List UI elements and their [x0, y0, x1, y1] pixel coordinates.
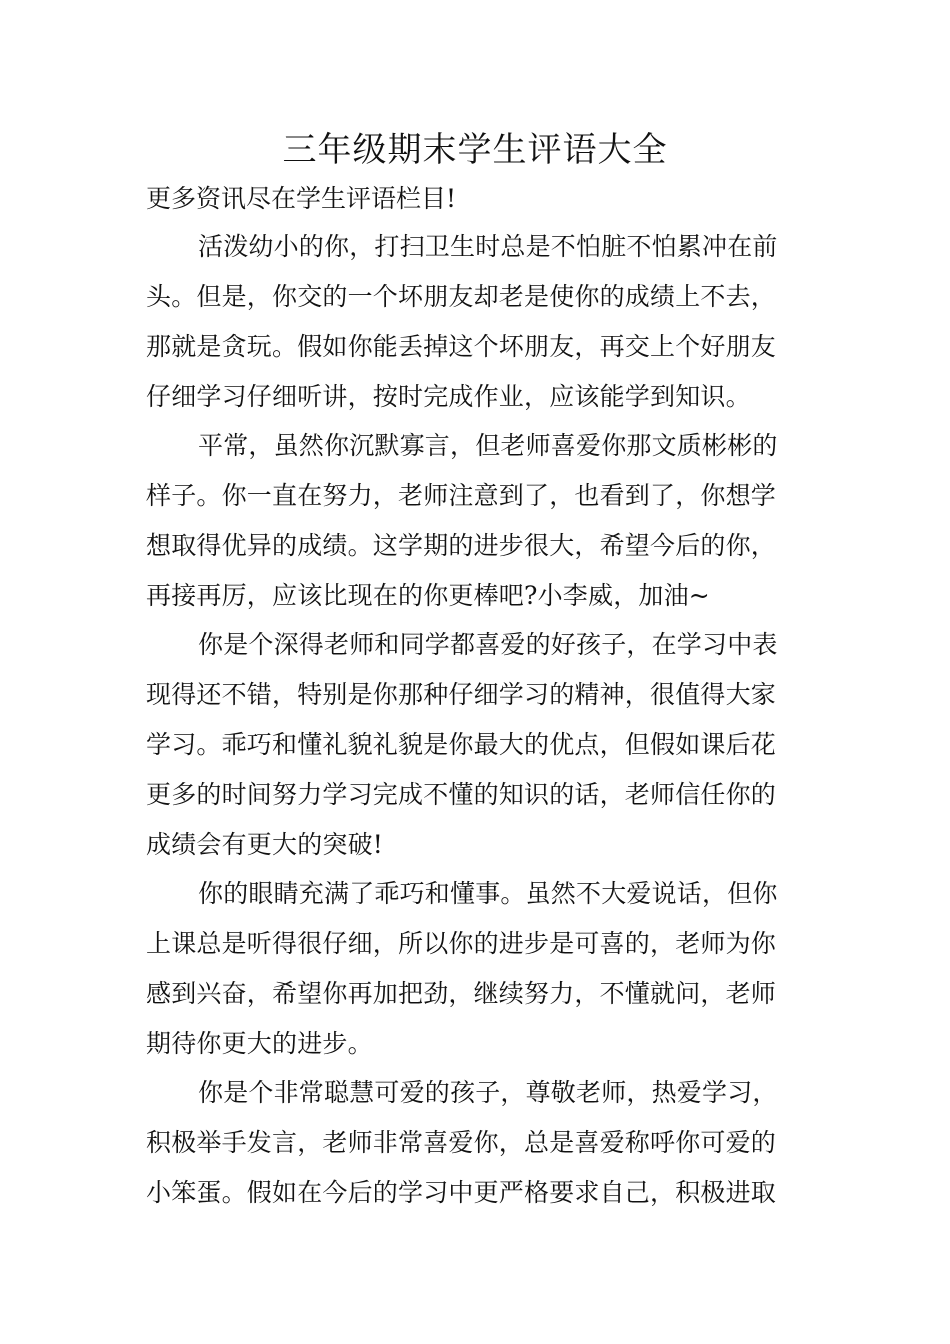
document-subtitle: 更多资讯尽在学生评语栏目! [146, 184, 457, 213]
paragraph-3 [146, 620, 811, 870]
paragraph-line: 期待你更大的进步。 [146, 1029, 373, 1058]
paragraph-line: 你是个深得老师和同学都喜爱的好孩子，在学习中表 [198, 630, 778, 659]
paragraph-line: 头。但是，你交的一个坏朋友却老是使你的成绩上不去， [146, 282, 777, 311]
paragraph-line: 活泼幼小的你，打扫卫生时总是不怕脏不怕累冲在前 [198, 232, 778, 261]
paragraph-line: 平常，虽然你沉默寡言，但老师喜爱你那文质彬彬的 [198, 431, 778, 460]
paragraph-line: 再接再厉，应该比现在的你更棒吧?小李威，加油~ [146, 581, 710, 610]
paragraph-line: 想取得优异的成绩。这学期的进步很大，希望今后的你， [146, 531, 777, 560]
paragraph-4 [146, 869, 811, 1069]
paragraph-line: 现得还不错，特别是你那种仔细学习的精神，很值得大家 [146, 680, 777, 709]
paragraph-5 [146, 1068, 811, 1218]
paragraph-line: 感到兴奋，希望你再加把劲，继续努力，不懂就问，老师 [146, 979, 777, 1008]
paragraph-line: 学习。乖巧和懂礼貌礼貌是你最大的优点，但假如课后花 [146, 730, 777, 759]
paragraph-1 [146, 222, 811, 422]
paragraph-line: 那就是贪玩。假如你能丢掉这个坏朋友，再交上个好朋友 [146, 332, 777, 361]
paragraph-line: 上课总是听得很仔细，所以你的进步是可喜的，老师为你 [146, 929, 777, 958]
document-title: 三年级期末学生评语大全 [282, 130, 668, 170]
paragraph-line: 小笨蛋。假如在今后的学习中更严格要求自己，积极进取 [146, 1178, 777, 1207]
paragraph-line: 样子。你一直在努力，老师注意到了，也看到了，你想学 [146, 481, 777, 510]
paragraph-line: 你是个非常聪慧可爱的孩子，尊敬老师，热爱学习， [198, 1078, 778, 1107]
paragraph-line: 你的眼睛充满了乖巧和懂事。虽然不大爱说话，但你 [198, 879, 778, 908]
paragraph-line: 成绩会有更大的突破! [146, 830, 384, 859]
paragraph-line: 积极举手发言，老师非常喜爱你，总是喜爱称呼你可爱的 [146, 1128, 777, 1157]
paragraph-2 [146, 421, 811, 621]
paragraph-line: 仔细学习仔细听讲，按时完成作业，应该能学到知识。 [146, 382, 751, 411]
paragraph-line: 更多的时间努力学习完成不懂的知识的话，老师信任你的 [146, 780, 777, 809]
